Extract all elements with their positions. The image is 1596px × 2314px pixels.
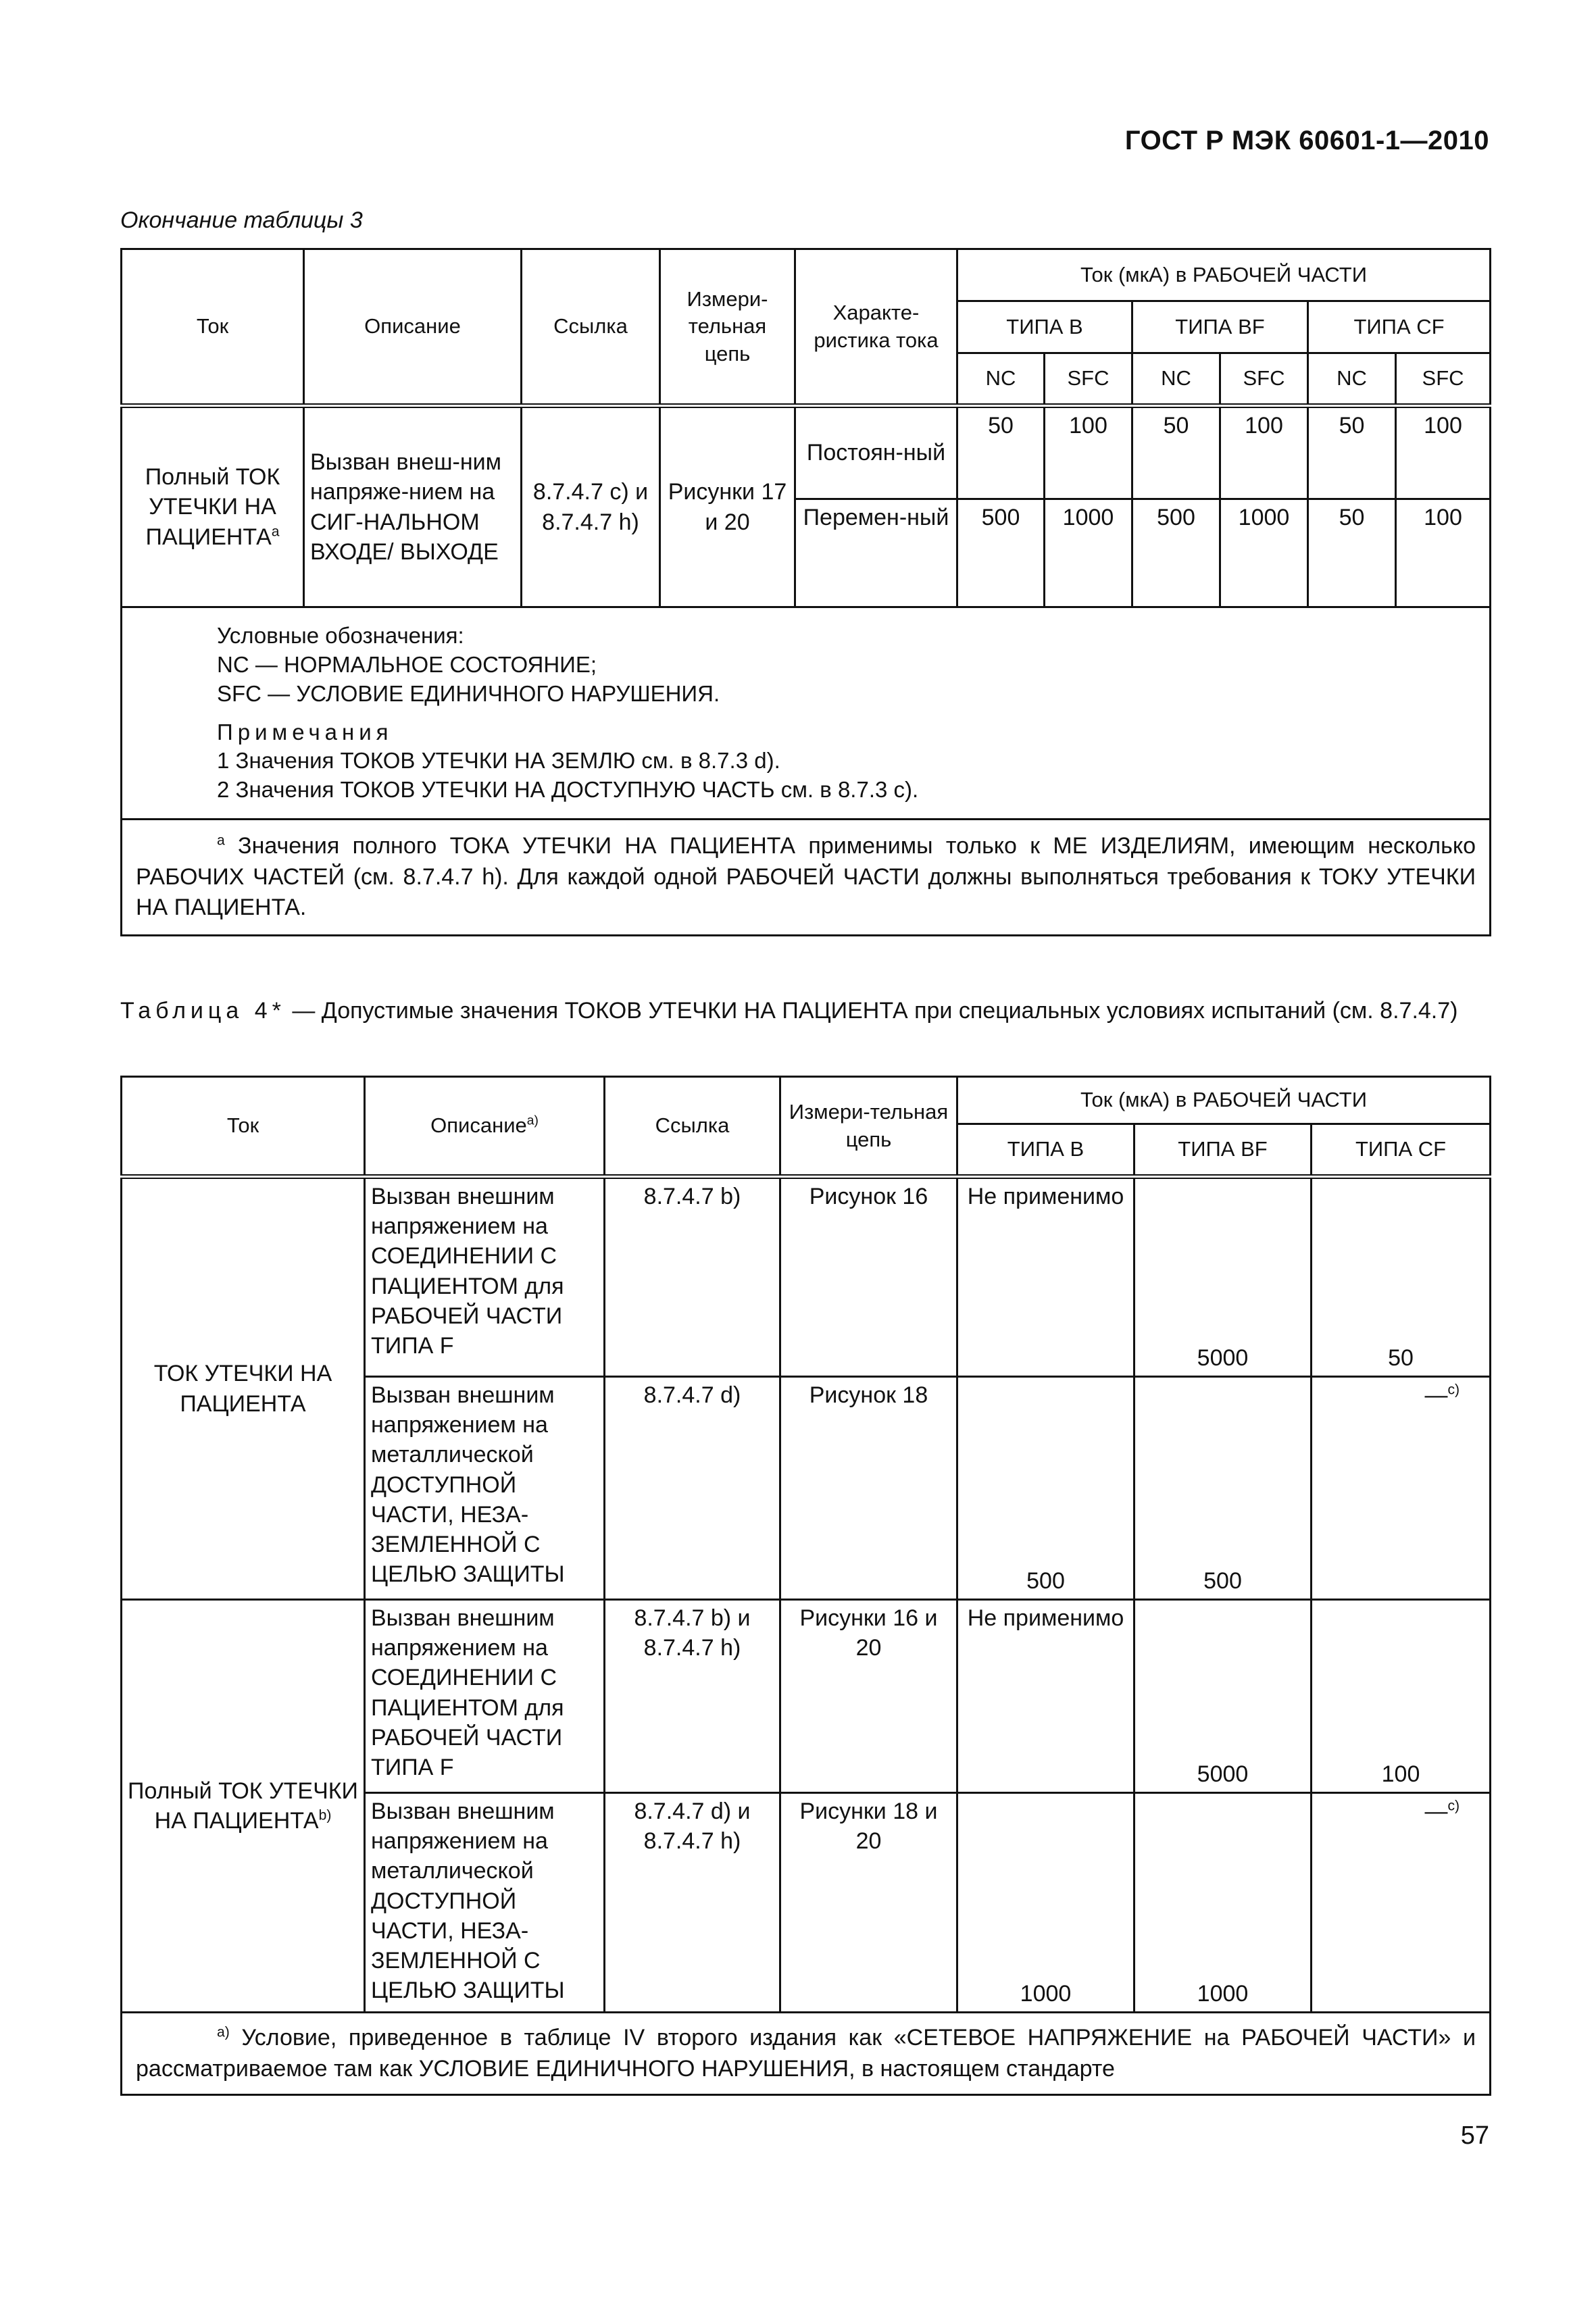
t4-row-tip-bf: 5000 <box>1134 1600 1312 1793</box>
table4 <box>120 1076 1491 2096</box>
t3-row-ssylka: 8.7.4.7 c) и 8.7.4.7 h) <box>522 406 660 607</box>
t3-ac-value: 50 <box>1308 499 1396 607</box>
t3-header-kharakt: Характе-ристика тока <box>795 249 957 406</box>
t4-header-ssylka: Ссылка <box>605 1077 780 1177</box>
t4-row-izmer: Рисунок 18 <box>780 1377 957 1600</box>
t4-row-opisanie: Вызван внешним напряжением на СОЕДИНЕНИИ С ПАЦИЕНТОМ для РАБОЧЕЙ ЧАСТИ ТИПА F <box>365 1600 605 1793</box>
t4-row-izmer: Рисунки 16 и 20 <box>780 1600 957 1793</box>
legend-nc: NC — НОРМАЛЬНОЕ СОСТОЯНИЕ; <box>217 651 597 677</box>
t3-row-dc-label: Постоян-ный <box>795 406 957 499</box>
t4-footnote: $^{a)}$ Условие, приведенное в таблице IV второго издания как «СЕТЕВОЕ НАПРЯЖЕНИЕ на РАБОЧЕЙ ЧАСТИ» и рассматриваемое там как УСЛОВИЕ ЕДИНИЧНОГО НАРУШЕНИЯ, в настоящем стандарте <box>122 2013 1491 2095</box>
t3-row-ac-label: Перемен-ный <box>795 499 957 607</box>
standard-header: ГОСТ Р МЭК 60601-1—2010 <box>1124 126 1489 155</box>
t4-header-izmer: Измери-тельная цепь <box>780 1077 957 1177</box>
t4-row-tip-b: Не применимо <box>957 1600 1134 1793</box>
t3-row-izmer: Рисунки 17 и 20 <box>660 406 795 607</box>
table4-title: Таблица 4* — Допустимые значения ТОКОВ УТЕЧКИ НА ПАЦИЕНТА при специальных условиях испытаний (см. 8.7.4.7) <box>120 998 1458 1024</box>
t4-header-tok: Ток <box>122 1077 365 1177</box>
t4-row-tip-cf: 50 <box>1312 1177 1491 1377</box>
legend-sfc: SFC — УСЛОВИЕ ЕДИНИЧНОГО НАРУШЕНИЯ. <box>217 680 720 706</box>
t3-ac-value: 1000 <box>1045 499 1132 607</box>
page-number: 57 <box>1460 2121 1489 2150</box>
t3-header-opisanie: Описание <box>304 249 522 406</box>
t3-row-opisanie: Вызван внеш-ним напряже-нием на СИГ-НАЛЬНОМ ВХОДЕ/ ВЫХОДЕ <box>304 406 522 607</box>
t3-header-tok-group: Ток (мкА) в РАБОЧЕЙ ЧАСТИ <box>957 249 1491 301</box>
footnote-marker: a <box>217 832 225 849</box>
legend-title: Условные обозначения: <box>217 622 464 648</box>
t4-row-tip-cf: 100 <box>1312 1600 1491 1793</box>
t3-ac-value: 500 <box>957 499 1045 607</box>
t4-row-tip-bf: 500 <box>1134 1377 1312 1600</box>
t3-header-tok: Ток <box>122 249 304 406</box>
t4-row-ssylka: 8.7.4.7 b) <box>605 1177 780 1377</box>
t3-header-sfc: SFC <box>1396 353 1491 406</box>
t4-row-tip-bf: 5000 <box>1134 1177 1312 1377</box>
t3-header-ssylka: Ссылка <box>522 249 660 406</box>
t4-header-tip-cf: ТИПА CF <box>1312 1124 1491 1177</box>
t4-row-opisanie: Вызван внешним напряжением на металлической ДОСТУПНОЙ ЧАСТИ, НЕЗА-ЗЕМЛЕННОЙ С ЦЕЛЬЮ ЗАЩИТЫ <box>365 1793 605 2013</box>
table3 <box>120 248 1491 936</box>
t3-header-nc: NC <box>1308 353 1396 406</box>
t3-dc-value: 100 <box>1045 406 1132 499</box>
t3-header-tip-b: ТИПА B <box>957 301 1132 353</box>
notes-heading: Примечания <box>217 719 393 745</box>
t4-row-ssylka: 8.7.4.7 d) и 8.7.4.7 h) <box>605 1793 780 2013</box>
t4-row-opisanie: Вызван внешним напряжением на СОЕДИНЕНИИ С ПАЦИЕНТОМ для РАБОЧЕЙ ЧАСТИ ТИПА F <box>365 1177 605 1377</box>
t4-row-izmer: Рисунки 18 и 20 <box>780 1793 957 2013</box>
t3-header-sfc: SFC <box>1220 353 1308 406</box>
t4-row-tip-cf: —$^{c)}$ <box>1312 1377 1491 1600</box>
footnote-marker: a <box>271 524 280 540</box>
t4-row-tip-cf: —$^{c)}$ <box>1312 1793 1491 2013</box>
t4-header-tip-bf: ТИПА BF <box>1134 1124 1312 1177</box>
t4-header-tip-b: ТИПА B <box>957 1124 1134 1177</box>
footnote-marker: b) <box>318 1807 332 1823</box>
t3-dc-value: 50 <box>957 406 1045 499</box>
t3-row-tok: Полный ТОК УТЕЧКИ НА ПАЦИЕНТА$^a$ <box>122 406 304 607</box>
t3-dc-value: 100 <box>1396 406 1491 499</box>
t4-row-izmer: Рисунок 16 <box>780 1177 957 1377</box>
note-2: 2 Значения ТОКОВ УТЕЧКИ НА ДОСТУПНУЮ ЧАСТЬ см. в 8.7.3 c). <box>217 777 919 803</box>
t4-row-tip-b: 1000 <box>957 1793 1134 2013</box>
t3-header-nc: NC <box>1132 353 1220 406</box>
t3-footnote: $^a$ Значения полного ТОКА УТЕЧКИ НА ПАЦИЕНТА применимы только к МЕ ИЗДЕЛИЯМ, имеющим несколько РАБОЧИХ ЧАСТЕЙ (см. 8.7.4.7 h). Для каждой одной РАБОЧЕЙ ЧАСТИ должны выполняться требования к ТОКУ УТЕЧКИ НА ПАЦИЕНТА. <box>122 820 1491 936</box>
t4-row-opisanie: Вызван внешним напряжением на металлической ДОСТУПНОЙ ЧАСТИ, НЕЗА-ЗЕМЛЕННОЙ С ЦЕЛЬЮ ЗАЩИТЫ <box>365 1377 605 1600</box>
t3-header-izmer: Измери-тельная цепь <box>660 249 795 406</box>
t3-dc-value: 50 <box>1132 406 1220 499</box>
t4-group-tok: Полный ТОК УТЕЧКИ НА ПАЦИЕНТА$^{b)}$ <box>122 1600 365 2013</box>
t3-header-tip-cf: ТИПА CF <box>1308 301 1491 353</box>
footnote-marker: a) <box>217 2024 230 2040</box>
t3-ac-value: 100 <box>1396 499 1491 607</box>
t4-row-tip-b: Не применимо <box>957 1177 1134 1377</box>
t3-ac-value: 1000 <box>1220 499 1308 607</box>
t3-header-sfc: SFC <box>1045 353 1132 406</box>
t3-notes <box>122 607 1491 820</box>
note-1: 1 Значения ТОКОВ УТЕЧКИ НА ЗЕМЛЮ см. в 8.7.3 d). <box>217 748 780 774</box>
t4-header-opisanie: Описание$^{a)}$ <box>365 1077 605 1177</box>
table3-continuation-title: Окончание таблицы 3 <box>120 207 363 233</box>
t3-header-tip-bf: ТИПА BF <box>1132 301 1308 353</box>
t4-row-ssylka: 8.7.4.7 d) <box>605 1377 780 1600</box>
t4-row-tip-bf: 1000 <box>1134 1793 1312 2013</box>
t3-ac-value: 500 <box>1132 499 1220 607</box>
t4-header-tok-group: Ток (мкА) в РАБОЧЕЙ ЧАСТИ <box>957 1077 1491 1124</box>
t3-dc-value: 50 <box>1308 406 1396 499</box>
t3-header-nc: NC <box>957 353 1045 406</box>
t4-row-ssylka: 8.7.4.7 b) и 8.7.4.7 h) <box>605 1600 780 1793</box>
t4-row-tip-b: 500 <box>957 1377 1134 1600</box>
t3-dc-value: 100 <box>1220 406 1308 499</box>
t4-group-tok: ТОК УТЕЧКИ НА ПАЦИЕНТА <box>122 1177 365 1600</box>
footnote-marker: a) <box>526 1114 539 1129</box>
